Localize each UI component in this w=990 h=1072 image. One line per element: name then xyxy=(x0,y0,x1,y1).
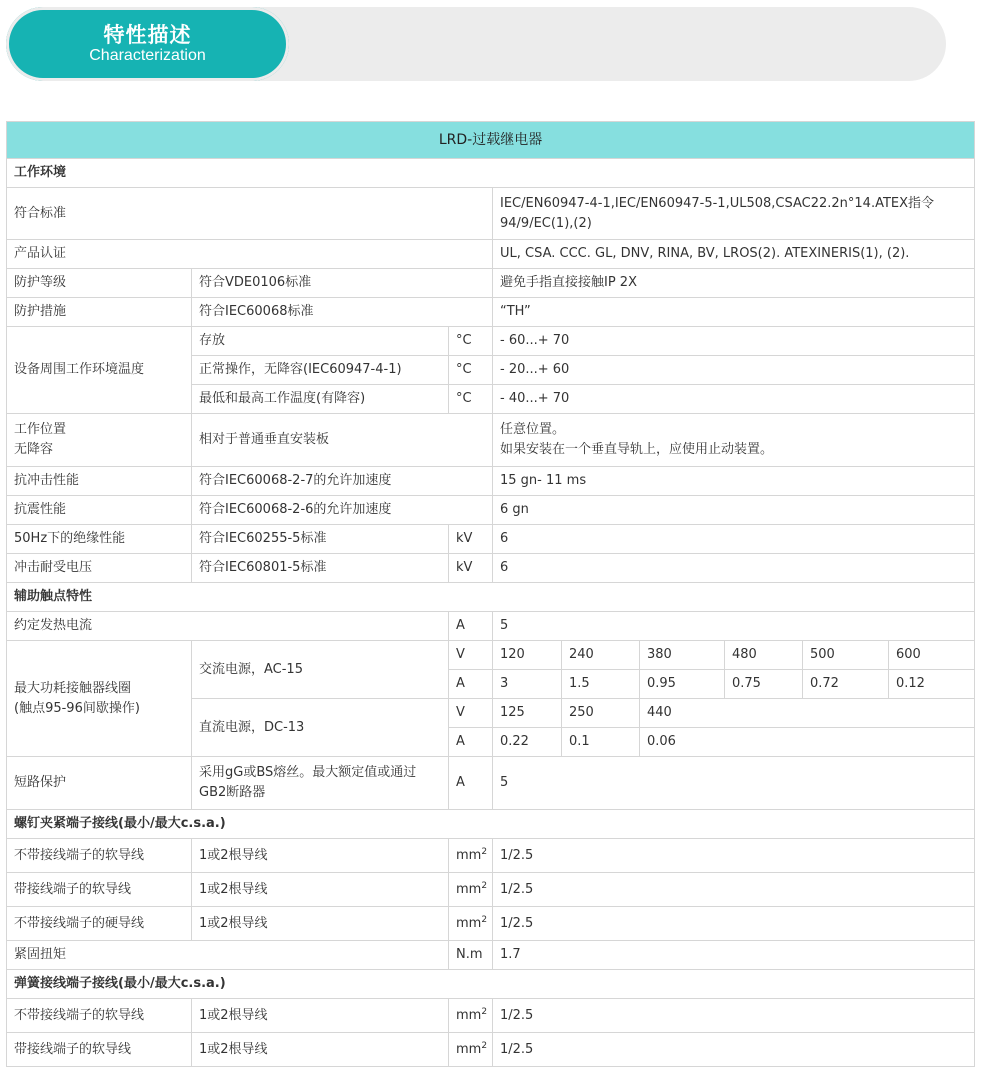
row-label: 带接线端子的软导线 xyxy=(7,873,192,907)
section-title-zh: 特性描述 xyxy=(103,23,192,47)
row-value: 6 xyxy=(493,554,975,583)
row-value-line2: 如果安装在一个垂直导轨上，应使用止动装置。 xyxy=(500,442,774,457)
section-row xyxy=(7,810,975,839)
table-row xyxy=(7,525,975,554)
row-unit: A xyxy=(449,728,493,757)
row-label: 防护等级 xyxy=(7,269,192,298)
row-condition: 1或2根导线 xyxy=(192,999,449,1033)
row-unit: kV xyxy=(449,554,493,583)
ac-voltage-cell: 500 xyxy=(803,641,889,670)
row-unit: N.m xyxy=(449,941,493,970)
row-unit: °C xyxy=(449,385,493,414)
table-row xyxy=(7,873,975,907)
unit-mm: mm xyxy=(456,1007,482,1023)
section-banner xyxy=(6,7,946,81)
row-label: 冲击耐受电压 xyxy=(7,554,192,583)
row-value xyxy=(493,414,975,467)
row-label-line1: 工作位置 xyxy=(14,422,67,437)
table-row xyxy=(7,757,975,810)
row-label-line2: (触点95-96间歇操作) xyxy=(14,700,140,716)
table-row xyxy=(7,327,975,356)
row-value: 1/2.5 xyxy=(493,999,975,1033)
row-condition: 相对于普通垂直安装板 xyxy=(192,414,493,467)
row-condition: 最低和最高工作温度(有降容) xyxy=(192,385,449,414)
table-row xyxy=(7,240,975,269)
row-unit xyxy=(449,907,493,941)
row-value: 6 gn xyxy=(493,496,975,525)
row-value: 5 xyxy=(493,612,975,641)
ac-current-cell: 1.5 xyxy=(562,670,640,699)
row-label: 不带接线端子的软导线 xyxy=(7,839,192,873)
row-value: 5 xyxy=(493,757,975,810)
section-row xyxy=(7,583,975,612)
ac-voltage-cell: 240 xyxy=(562,641,640,670)
row-value: 避免手指直接接触IP 2X xyxy=(493,269,975,298)
section-title-en: Characterization xyxy=(89,47,206,64)
row-label: 符合标准 xyxy=(7,188,493,240)
section-title-pill xyxy=(6,7,289,81)
row-label: 不带接线端子的软导线 xyxy=(7,999,192,1033)
table-row xyxy=(7,941,975,970)
ac-current-cell: 0.75 xyxy=(725,670,803,699)
row-value: 6 xyxy=(493,525,975,554)
table-row xyxy=(7,554,975,583)
ac-voltage-cell: 480 xyxy=(725,641,803,670)
row-label-line1: 最大功耗接触器线圈 xyxy=(14,680,132,696)
section-aux: 辅助触点特性 xyxy=(7,583,975,612)
row-label xyxy=(7,641,192,757)
row-label-line2: 无降容 xyxy=(14,442,54,457)
row-condition: 1或2根导线 xyxy=(192,1033,449,1067)
table-row xyxy=(7,612,975,641)
row-condition: 采用gG或BS熔丝。最大额定值或通过GB2断路器 xyxy=(192,757,449,810)
row-unit: A xyxy=(449,670,493,699)
row-unit: kV xyxy=(449,525,493,554)
table-title: LRD-过载继电器 xyxy=(7,122,975,159)
table-row xyxy=(7,839,975,873)
table-row xyxy=(7,467,975,496)
ac-current-cell: 0.72 xyxy=(803,670,889,699)
unit-mm: mm xyxy=(456,881,482,897)
row-label: 50Hz下的绝缘性能 xyxy=(7,525,192,554)
section-spring: 弹簧接线端子接线(最小/最大c.s.a.) xyxy=(7,970,975,999)
dc-voltage-cell: 125 xyxy=(493,699,562,728)
row-condition: 符合IEC60255-5标准 xyxy=(192,525,449,554)
row-value: 1/2.5 xyxy=(493,907,975,941)
dc-current-cell: 0.1 xyxy=(562,728,640,757)
row-condition: 1或2根导线 xyxy=(192,873,449,907)
table-header-row xyxy=(7,122,975,159)
row-value: - 60...+ 70 xyxy=(493,327,975,356)
table-row xyxy=(7,999,975,1033)
row-value-line1: 任意位置。 xyxy=(500,422,566,437)
row-label xyxy=(7,414,192,467)
unit-mm: mm xyxy=(456,847,482,863)
section-row xyxy=(7,159,975,188)
row-condition: 直流电源，DC-13 xyxy=(192,699,449,757)
spec-table xyxy=(6,121,975,1067)
row-label: 带接线端子的软导线 xyxy=(7,1033,192,1067)
row-condition: 符合IEC60068-2-7的允许加速度 xyxy=(192,467,493,496)
row-unit xyxy=(449,999,493,1033)
row-unit: A xyxy=(449,757,493,810)
row-condition: 交流电源，AC-15 xyxy=(192,641,449,699)
section-screw: 螺钉夹紧端子接线(最小/最大c.s.a.) xyxy=(7,810,975,839)
unit-squared: 2 xyxy=(481,914,488,925)
row-label: 产品认证 xyxy=(7,240,493,269)
row-condition: 1或2根导线 xyxy=(192,839,449,873)
ac-current-cell: 0.12 xyxy=(889,670,975,699)
row-label: 防护措施 xyxy=(7,298,192,327)
ac-voltage-cell: 380 xyxy=(640,641,725,670)
unit-mm: mm xyxy=(456,915,482,931)
row-condition: 存放 xyxy=(192,327,449,356)
table-row xyxy=(7,496,975,525)
unit-squared: 2 xyxy=(481,1006,488,1017)
unit-squared: 2 xyxy=(481,880,488,891)
dc-current-cell: 0.22 xyxy=(493,728,562,757)
row-label: 抗震性能 xyxy=(7,496,192,525)
row-unit: °C xyxy=(449,356,493,385)
row-condition: 符合VDE0106标准 xyxy=(192,269,493,298)
row-condition: 1或2根导线 xyxy=(192,907,449,941)
row-value: IEC/EN60947-4-1,IEC/EN60947-5-1,UL508,CSAC22.2n°14.ATEX指令94/9/EC(1),(2) xyxy=(493,188,975,240)
row-condition: 正常操作，无降容(IEC60947-4-1) xyxy=(192,356,449,385)
row-unit: A xyxy=(449,612,493,641)
row-value: UL, CSA. CCC. GL, DNV, RINA, BV, LROS(2). ATEXINERIS(1), (2). xyxy=(493,240,975,269)
row-label: 紧固扭矩 xyxy=(7,941,449,970)
unit-squared: 2 xyxy=(481,1040,488,1051)
row-label: 设备周围工作环境温度 xyxy=(7,327,192,414)
dc-voltage-cell: 440 xyxy=(640,699,975,728)
row-value: “TH” xyxy=(493,298,975,327)
table-row xyxy=(7,298,975,327)
ac-current-cell: 3 xyxy=(493,670,562,699)
row-condition: 符合IEC60801-5标准 xyxy=(192,554,449,583)
row-label: 约定发热电流 xyxy=(7,612,449,641)
table-row xyxy=(7,269,975,298)
dc-current-cell: 0.06 xyxy=(640,728,975,757)
row-value: - 40...+ 70 xyxy=(493,385,975,414)
section-env: 工作环境 xyxy=(7,159,975,188)
row-unit xyxy=(449,839,493,873)
table-row xyxy=(7,1033,975,1067)
row-unit xyxy=(449,1033,493,1067)
dc-voltage-cell: 250 xyxy=(562,699,640,728)
unit-mm: mm xyxy=(456,1041,482,1057)
ac-voltage-cell: 120 xyxy=(493,641,562,670)
row-condition: 符合IEC60068-2-6的允许加速度 xyxy=(192,496,493,525)
table-row xyxy=(7,188,975,240)
ac-voltage-cell: 600 xyxy=(889,641,975,670)
table-row xyxy=(7,907,975,941)
table-row xyxy=(7,641,975,670)
table-row xyxy=(7,414,975,467)
row-unit: V xyxy=(449,699,493,728)
row-value: 1/2.5 xyxy=(493,873,975,907)
row-value: 15 gn- 11 ms xyxy=(493,467,975,496)
row-condition: 符合IEC60068标准 xyxy=(192,298,493,327)
section-row xyxy=(7,970,975,999)
row-unit xyxy=(449,873,493,907)
row-unit: °C xyxy=(449,327,493,356)
row-unit: V xyxy=(449,641,493,670)
row-label: 抗冲击性能 xyxy=(7,467,192,496)
row-value: 1/2.5 xyxy=(493,1033,975,1067)
row-value: 1.7 xyxy=(493,941,975,970)
ac-current-cell: 0.95 xyxy=(640,670,725,699)
row-value: - 20...+ 60 xyxy=(493,356,975,385)
row-value: 1/2.5 xyxy=(493,839,975,873)
unit-squared: 2 xyxy=(481,846,488,857)
row-label: 不带接线端子的硬导线 xyxy=(7,907,192,941)
row-label: 短路保护 xyxy=(7,757,192,810)
